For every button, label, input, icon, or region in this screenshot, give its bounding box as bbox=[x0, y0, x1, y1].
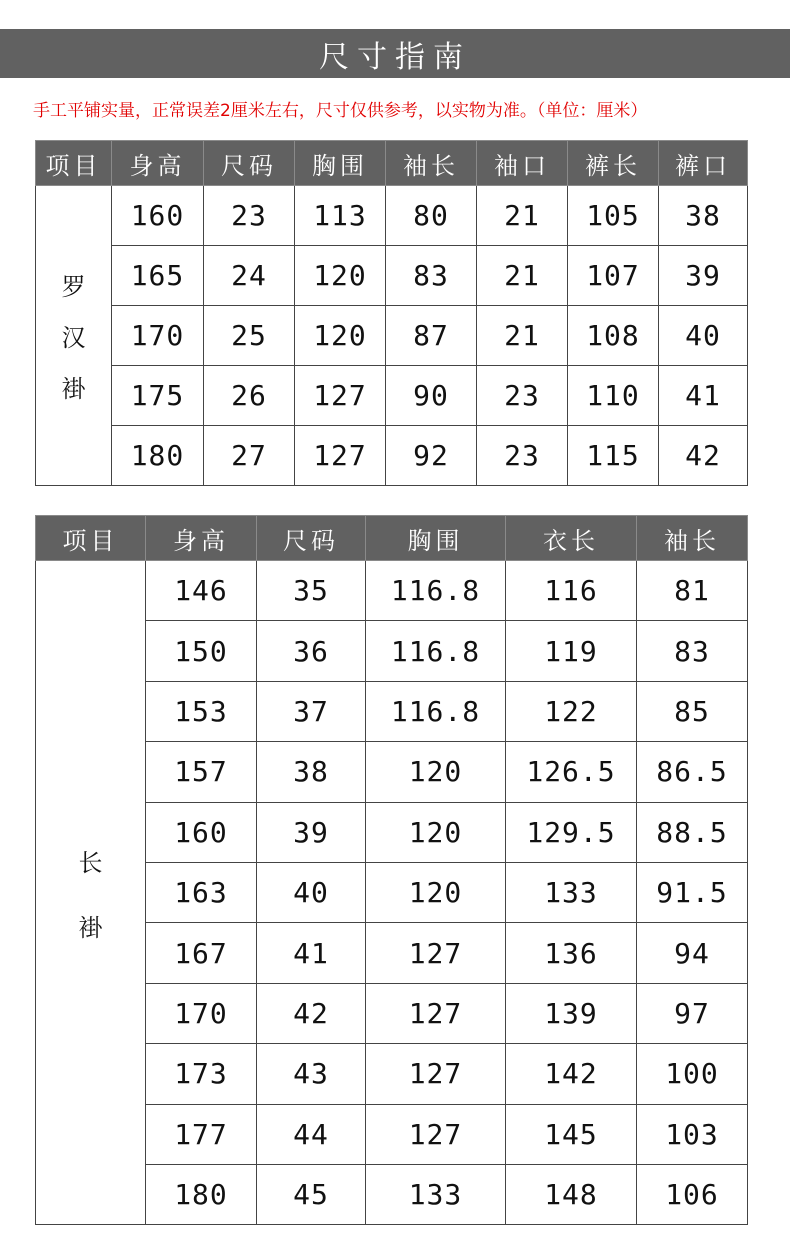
table-cell: 43 bbox=[257, 1044, 366, 1104]
table-row bbox=[36, 561, 748, 621]
table-cell: 116.8 bbox=[366, 621, 506, 681]
table-cell: 180 bbox=[146, 1164, 257, 1224]
table-cell: 45 bbox=[257, 1164, 366, 1224]
table-cell: 41 bbox=[257, 923, 366, 983]
column-header: 袖长 bbox=[386, 141, 477, 186]
table-cell: 165 bbox=[112, 246, 204, 306]
table-cell: 86.5 bbox=[637, 742, 748, 802]
category-cell bbox=[36, 186, 112, 486]
column-header: 袖口 bbox=[477, 141, 568, 186]
category-char: 长 bbox=[78, 848, 103, 877]
table-cell: 42 bbox=[659, 426, 748, 486]
table-cell: 119 bbox=[506, 621, 637, 681]
table-cell: 94 bbox=[637, 923, 748, 983]
table-cell: 110 bbox=[568, 366, 659, 426]
table-cell: 90 bbox=[386, 366, 477, 426]
table-cell: 92 bbox=[386, 426, 477, 486]
table-cell: 107 bbox=[568, 246, 659, 306]
column-header: 袖长 bbox=[637, 516, 748, 561]
table-row bbox=[36, 306, 748, 366]
table-cell: 120 bbox=[366, 742, 506, 802]
table-cell: 21 bbox=[477, 246, 568, 306]
column-header: 胸围 bbox=[295, 141, 386, 186]
table-row bbox=[36, 246, 748, 306]
luohan-size-table bbox=[35, 140, 748, 486]
table-cell: 127 bbox=[366, 1044, 506, 1104]
table-cell: 126.5 bbox=[506, 742, 637, 802]
category-char: 褂 bbox=[61, 375, 86, 403]
table-cell: 170 bbox=[146, 983, 257, 1043]
column-header: 胸围 bbox=[366, 516, 506, 561]
table-cell: 21 bbox=[477, 306, 568, 366]
table-cell: 127 bbox=[366, 1104, 506, 1164]
table-cell: 25 bbox=[204, 306, 295, 366]
table-cell: 40 bbox=[257, 862, 366, 922]
column-header: 裤口 bbox=[659, 141, 748, 186]
table-cell: 146 bbox=[146, 561, 257, 621]
column-header: 身高 bbox=[112, 141, 204, 186]
table-cell: 103 bbox=[637, 1104, 748, 1164]
table-cell: 36 bbox=[257, 621, 366, 681]
table-cell: 160 bbox=[146, 802, 257, 862]
table-cell: 38 bbox=[659, 186, 748, 246]
table-cell: 97 bbox=[637, 983, 748, 1043]
table-cell: 83 bbox=[637, 621, 748, 681]
table-cell: 40 bbox=[659, 306, 748, 366]
column-header: 尺码 bbox=[204, 141, 295, 186]
table-cell: 23 bbox=[477, 366, 568, 426]
table-cell: 113 bbox=[295, 186, 386, 246]
table-cell: 136 bbox=[506, 923, 637, 983]
table-cell: 167 bbox=[146, 923, 257, 983]
table-cell: 41 bbox=[659, 366, 748, 426]
table-cell: 116.8 bbox=[366, 561, 506, 621]
table-cell: 127 bbox=[366, 983, 506, 1043]
changgua-size-table bbox=[35, 515, 748, 1225]
table-cell: 38 bbox=[257, 742, 366, 802]
table-cell: 145 bbox=[506, 1104, 637, 1164]
table-cell: 35 bbox=[257, 561, 366, 621]
table-cell: 160 bbox=[112, 186, 204, 246]
table-cell: 91.5 bbox=[637, 862, 748, 922]
table-row bbox=[36, 366, 748, 426]
table-cell: 39 bbox=[659, 246, 748, 306]
table-cell: 88.5 bbox=[637, 802, 748, 862]
measurement-note: 手工平铺实量，正常误差2厘米左右，尺寸仅供参考，以实物为准。（单位：厘米） bbox=[33, 101, 648, 121]
table-cell: 81 bbox=[637, 561, 748, 621]
table-cell: 83 bbox=[386, 246, 477, 306]
column-header: 衣长 bbox=[506, 516, 637, 561]
category-char: 褂 bbox=[78, 913, 103, 942]
table-cell: 180 bbox=[112, 426, 204, 486]
table-cell: 163 bbox=[146, 862, 257, 922]
table-cell: 127 bbox=[295, 426, 386, 486]
table-header-row bbox=[36, 141, 748, 186]
table-cell: 120 bbox=[366, 862, 506, 922]
table-cell: 108 bbox=[568, 306, 659, 366]
table-cell: 129.5 bbox=[506, 802, 637, 862]
table-cell: 133 bbox=[506, 862, 637, 922]
table-cell: 148 bbox=[506, 1164, 637, 1224]
table-header-row bbox=[36, 516, 748, 561]
table-cell: 116 bbox=[506, 561, 637, 621]
category-cell bbox=[36, 561, 146, 1225]
table-cell: 27 bbox=[204, 426, 295, 486]
table-cell: 37 bbox=[257, 681, 366, 741]
table-cell: 142 bbox=[506, 1044, 637, 1104]
table-cell: 175 bbox=[112, 366, 204, 426]
table-cell: 39 bbox=[257, 802, 366, 862]
table-cell: 87 bbox=[386, 306, 477, 366]
table-cell: 44 bbox=[257, 1104, 366, 1164]
table-cell: 150 bbox=[146, 621, 257, 681]
table-cell: 85 bbox=[637, 681, 748, 741]
table-cell: 120 bbox=[295, 246, 386, 306]
table-cell: 120 bbox=[366, 802, 506, 862]
column-header: 尺码 bbox=[257, 516, 366, 561]
column-header: 项目 bbox=[36, 516, 146, 561]
table-cell: 177 bbox=[146, 1104, 257, 1164]
table-cell: 42 bbox=[257, 983, 366, 1043]
table-cell: 26 bbox=[204, 366, 295, 426]
table-cell: 120 bbox=[295, 306, 386, 366]
page-title: 尺寸指南 bbox=[0, 29, 790, 78]
column-header: 裤长 bbox=[568, 141, 659, 186]
column-header: 项目 bbox=[36, 141, 112, 186]
table-row bbox=[36, 426, 748, 486]
table-cell: 122 bbox=[506, 681, 637, 741]
table-cell: 100 bbox=[637, 1044, 748, 1104]
table-cell: 115 bbox=[568, 426, 659, 486]
category-char: 汉 bbox=[61, 324, 86, 352]
table-cell: 23 bbox=[204, 186, 295, 246]
table-cell: 116.8 bbox=[366, 681, 506, 741]
table-cell: 105 bbox=[568, 186, 659, 246]
column-header: 身高 bbox=[146, 516, 257, 561]
table-cell: 157 bbox=[146, 742, 257, 802]
table-cell: 139 bbox=[506, 983, 637, 1043]
table-cell: 23 bbox=[477, 426, 568, 486]
table-cell: 106 bbox=[637, 1164, 748, 1224]
table-cell: 173 bbox=[146, 1044, 257, 1104]
table-cell: 127 bbox=[295, 366, 386, 426]
category-char: 罗 bbox=[61, 273, 86, 301]
table-row bbox=[36, 186, 748, 246]
table-cell: 133 bbox=[366, 1164, 506, 1224]
table-cell: 170 bbox=[112, 306, 204, 366]
table-cell: 24 bbox=[204, 246, 295, 306]
table-cell: 153 bbox=[146, 681, 257, 741]
table-cell: 21 bbox=[477, 186, 568, 246]
table-cell: 127 bbox=[366, 923, 506, 983]
table-cell: 80 bbox=[386, 186, 477, 246]
